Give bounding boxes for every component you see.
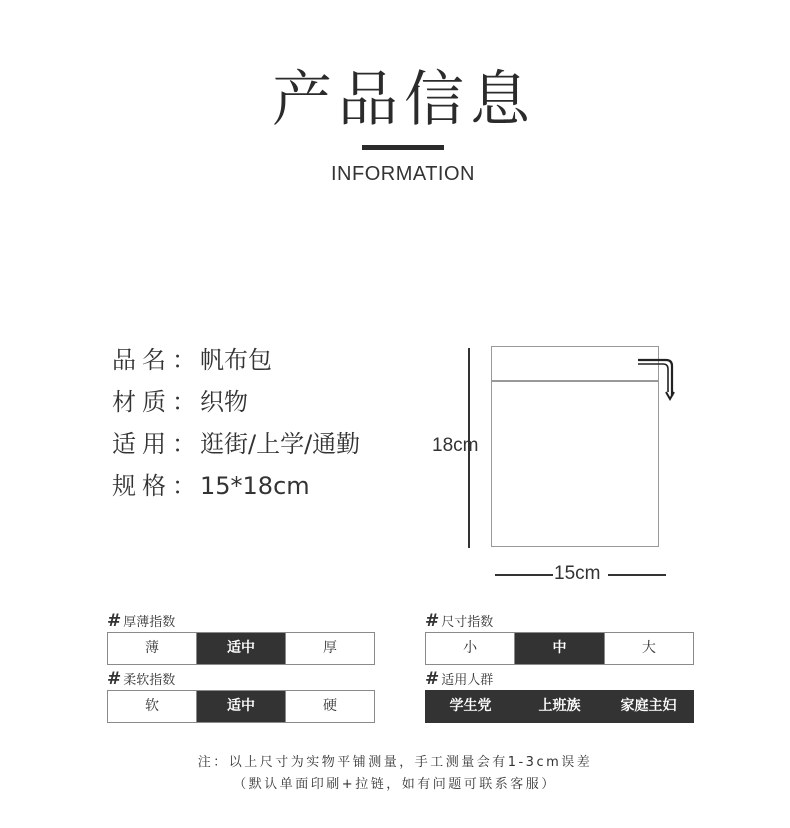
gauge-option-selected: 中 <box>514 633 603 664</box>
spec-separator: ： <box>172 430 196 458</box>
spec-separator: ： <box>172 346 196 374</box>
spec-row-name <box>112 341 360 383</box>
gauge-option: 大 <box>604 633 693 664</box>
audience-option: 上班族 <box>515 691 604 722</box>
audience-gauge <box>425 668 694 723</box>
gauge-option-selected: 适中 <box>196 633 285 664</box>
drawstring-icon <box>630 356 680 406</box>
note-line: 注：以上尺寸为实物平铺测量，手工测量会有1-3cm误差 <box>197 755 593 770</box>
spec-list <box>112 341 360 509</box>
spec-label: 适用 <box>112 430 172 458</box>
gauge-option-selected: 适中 <box>196 691 285 722</box>
hash-icon: # <box>107 611 122 631</box>
width-dimension-label: 15cm <box>554 563 601 584</box>
gauge-option: 薄 <box>108 633 196 664</box>
gauge-title: 适用人群 <box>441 673 494 688</box>
audience-option: 学生党 <box>426 691 515 722</box>
gauge-title: 尺寸指数 <box>441 615 494 630</box>
width-dimension-line-left <box>495 574 553 576</box>
width-dimension-line-right <box>608 574 666 576</box>
gauge-option: 硬 <box>285 691 374 722</box>
gauge-option: 小 <box>426 633 514 664</box>
gauge-option: 厚 <box>285 633 374 664</box>
hash-icon: # <box>425 669 440 689</box>
hash-icon: # <box>107 669 122 689</box>
gauge-option: 软 <box>108 691 196 722</box>
title-underline <box>362 145 444 150</box>
hash-icon: # <box>425 611 440 631</box>
page-subtitle: INFORMATION <box>330 163 475 185</box>
spec-label: 规格 <box>112 472 172 500</box>
thickness-gauge <box>107 610 375 665</box>
gauge-scale <box>425 690 694 723</box>
spec-value: 帆布包 <box>200 346 272 374</box>
spec-row-size <box>112 467 360 509</box>
spec-label: 品名 <box>112 346 172 374</box>
spec-value: 织物 <box>200 388 248 416</box>
page-title: 产品信息 <box>272 65 536 135</box>
spec-row-material <box>112 383 360 425</box>
spec-label: 材质 <box>112 388 172 416</box>
gauge-title: 厚薄指数 <box>123 615 176 630</box>
softness-gauge <box>107 668 375 723</box>
spec-value: 逛街/上学/通勤 <box>200 430 361 458</box>
audience-option: 家庭主妇 <box>604 691 693 722</box>
spec-row-usage <box>112 425 360 467</box>
height-dimension-label: 18cm <box>432 435 479 456</box>
measurement-notes <box>0 752 790 796</box>
spec-value: 15*18cm <box>200 472 310 500</box>
gauge-scale <box>107 690 375 723</box>
note-line: （默认单面印刷+拉链，如有问题可联系客服） <box>233 777 557 792</box>
gauge-scale <box>425 632 694 665</box>
spec-separator: ： <box>172 388 196 416</box>
size-gauge <box>425 610 694 665</box>
gauge-title: 柔软指数 <box>123 673 176 688</box>
spec-separator: ： <box>172 472 196 500</box>
bag-size-diagram <box>430 340 680 590</box>
gauge-scale <box>107 632 375 665</box>
